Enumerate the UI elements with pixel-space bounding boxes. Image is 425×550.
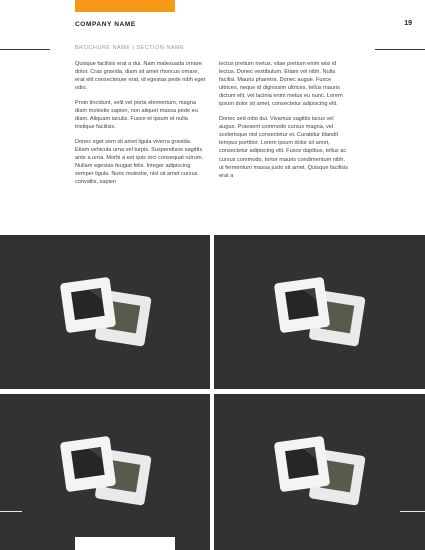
paragraph: Donec sed odio dui. Vivamus sagittis lacus vel augue. Praesent commodo cursus magna, vel scelerisque nisl consectetur et. Curabitur blandit tempus porttitor. Lorem ipsum dolor sit amet, consectetur adipiscing elit. Fusce dapibus, tellus ac cursus commodo, tortor mauris condimentum nibh, ut fermentum massa justo sit amet. Quisque facilisis erat a	[219, 116, 349, 179]
footer-rule-left	[0, 511, 22, 512]
image-placeholder-icon	[0, 394, 210, 550]
section-label: BROCHURE NAME | SECTION NAME	[75, 45, 185, 51]
image-placeholder-panel	[0, 394, 210, 550]
header-rule-left	[0, 49, 50, 50]
paragraph: lectus pretium metus, vitae pretium enim wisi id lectus. Donec vestibulum. Etiam vel nibh. Nulla facilisi. Mauris pharetra. Donec augue. Fusce ultrices, neque id dignissim ultrices, tellus mauris dictum elit, vel lacinia enim metus eu nunc. Lorem ipsum dolor sit amet, consectetur adipiscing elit.	[219, 61, 343, 108]
image-placeholder-panel	[0, 235, 210, 389]
paragraph: Proin tincidunt, velit vel porta elementum, magna diam molestie sapien, non aliquet massa pede eu diam. Aliquam iaculis. Fusce et ipsum et nulla tristique facilisis.	[75, 99, 198, 131]
paragraph: Donec eget sem sit amet ligula viverra gravida. Etiam vehicula urna vel turpis. Suspendisse sagittis ante a urna. Morbi a est quis orci consequat rutrum. Nullam egestas feugiat felis. Integer adipiscing semper ligula. Nunc molestie, nisl sit amet cursus convallis, sapien	[75, 138, 204, 186]
footer-tab	[75, 537, 175, 550]
accent-bar	[75, 0, 175, 12]
text-column-right	[219, 60, 351, 186]
company-name: COMPANY NAME	[75, 21, 136, 28]
image-placeholder-icon	[214, 235, 425, 389]
text-column-left	[75, 60, 207, 193]
image-placeholder-panel	[214, 394, 425, 550]
image-placeholder-panel	[214, 235, 425, 389]
image-placeholder-icon	[0, 235, 210, 389]
page-number: 19	[404, 20, 412, 27]
image-placeholder-icon	[214, 394, 425, 550]
paragraph: Quisque facilisis erat a dui. Nam malesuada ornare dolor. Cras gravida, diam sit amet rhoncus ornare, erat elit consectetuer erat, id egestas pede nibh eget odio.	[75, 61, 206, 92]
footer-rule-right	[400, 511, 425, 512]
header-rule-right	[375, 49, 425, 50]
